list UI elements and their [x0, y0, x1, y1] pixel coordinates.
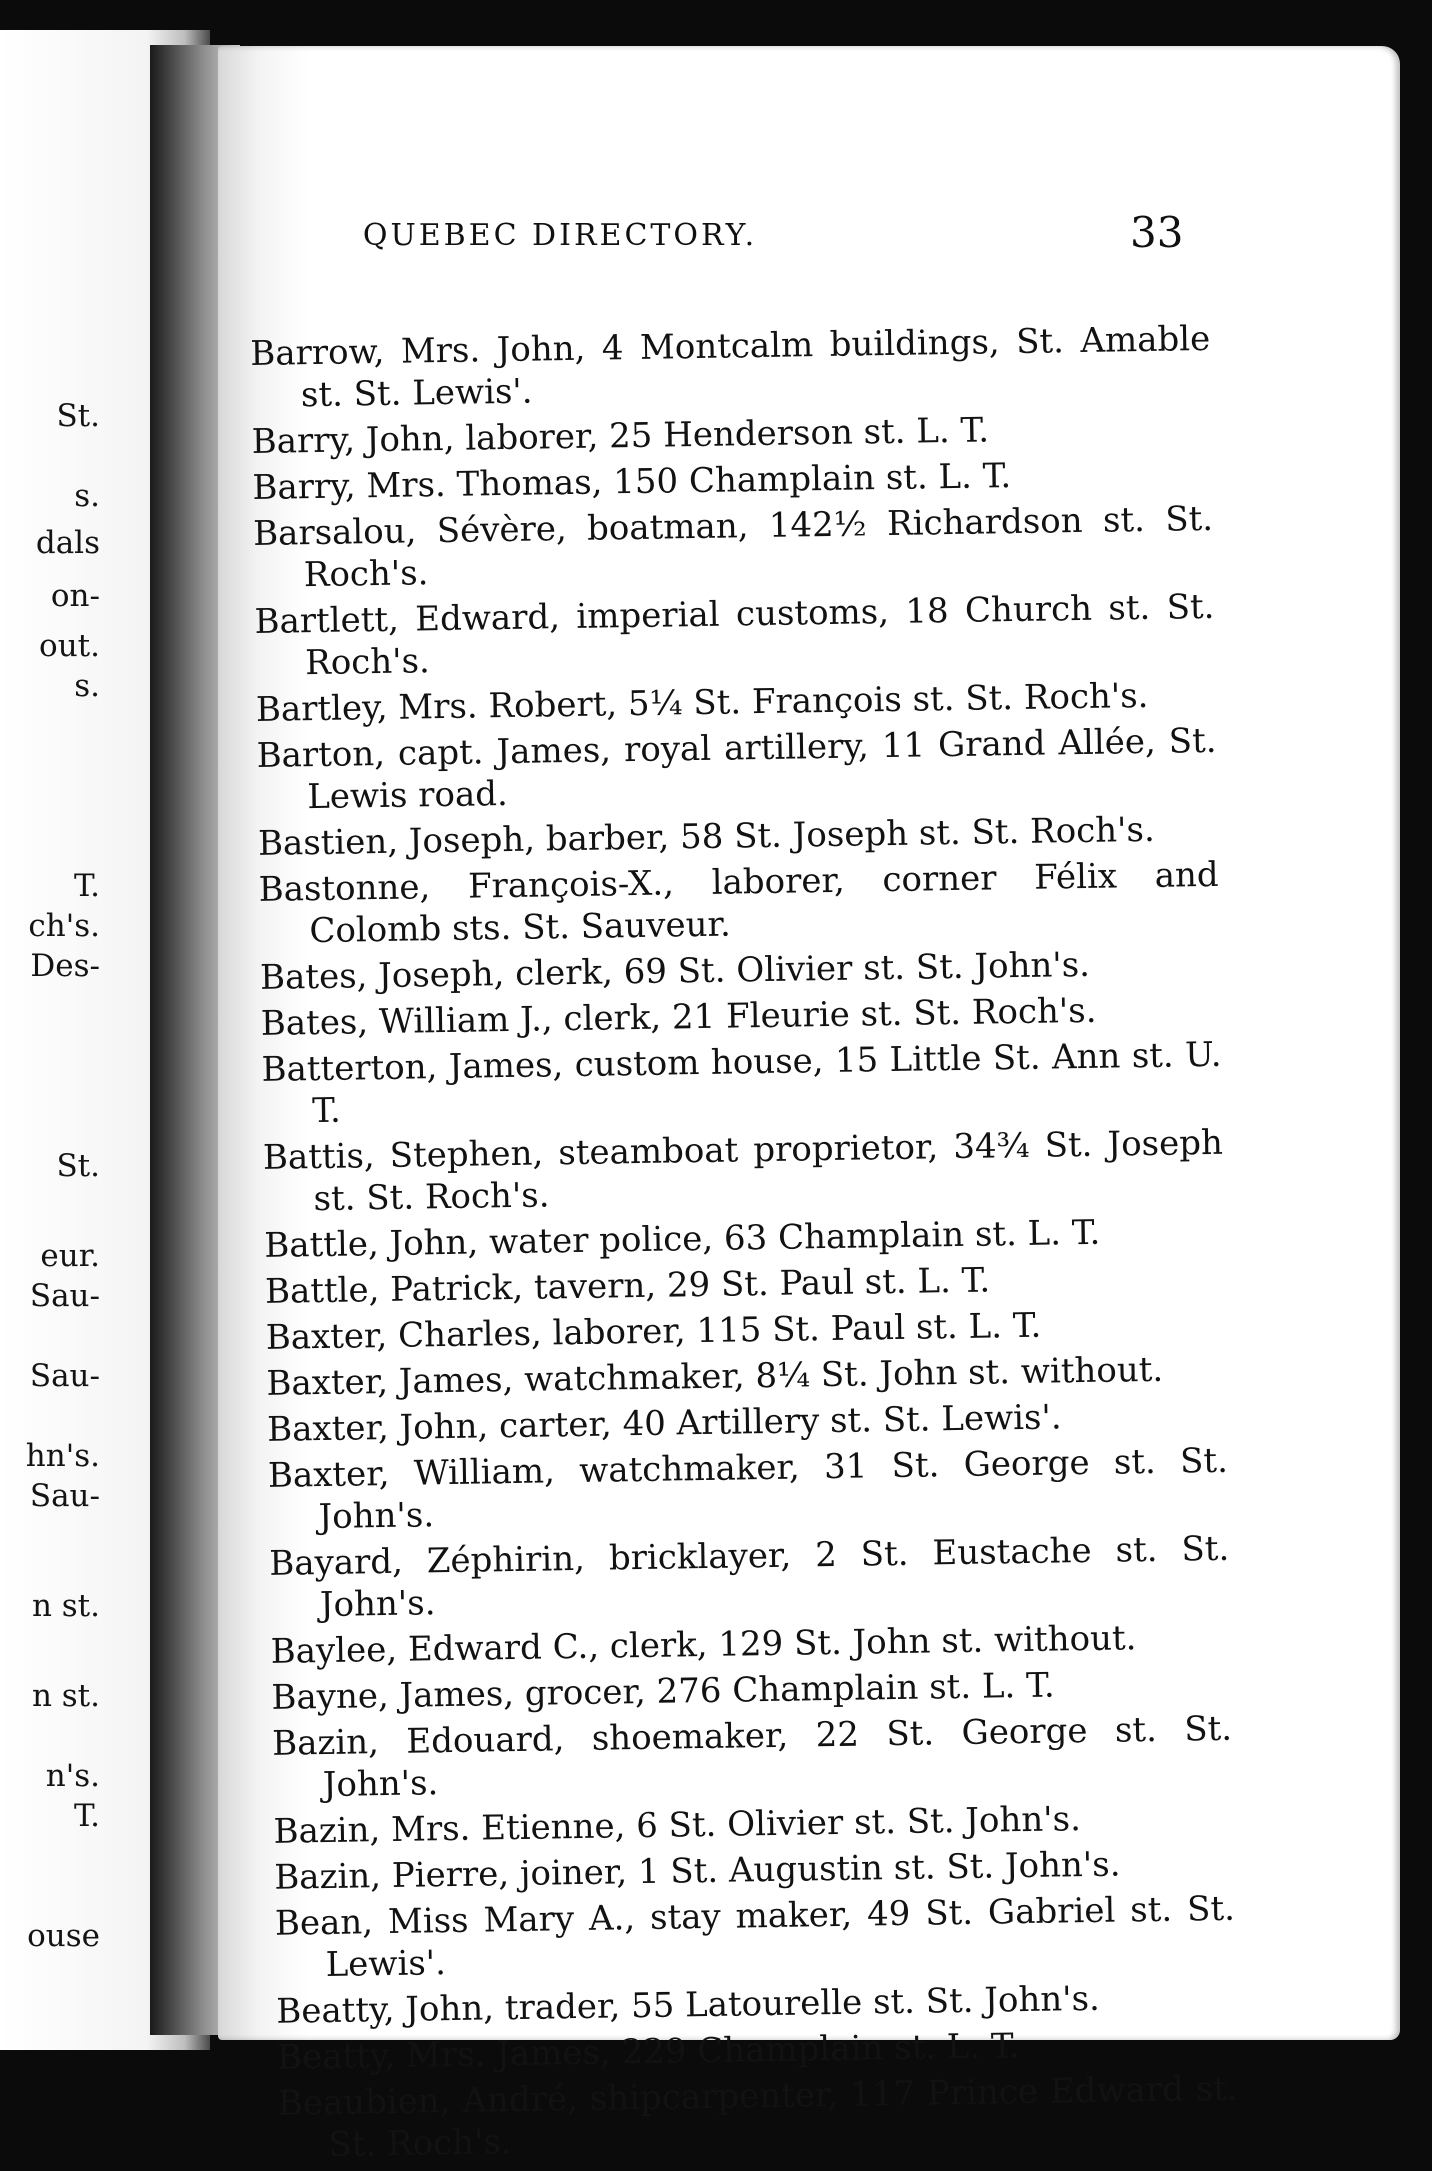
directory-entry: Bazin, Edouard, shoemaker, 22 St. George st. St. John's.	[271, 1708, 1233, 1806]
directory-entry: Bastonne, François-X., laborer, corner Félix and Colomb sts. St. Sauveur.	[258, 854, 1219, 952]
directory-entry: Baxter, James, watchmaker, 8¼ St. John st. without.	[266, 1349, 1164, 1404]
directory-entry: Batterton, James, custom house, 15 Little St. Ann st. U. T.	[261, 1034, 1222, 1132]
directory-entry: Barry, Mrs. Thomas, 150 Champlain st. L. T.	[252, 456, 1012, 508]
left-page-fragment: n's.	[45, 1758, 100, 1794]
directory-entries	[250, 318, 1239, 2171]
left-page-fragment: on-	[50, 578, 100, 614]
directory-entry: Bartley, Mrs. Robert, 5¼ St. François st. St. Roch's.	[255, 675, 1149, 730]
left-page-fragment: hn's.	[25, 1438, 100, 1474]
directory-entry: Battle, Patrick, tavern, 29 St. Paul st. L. T.	[264, 1260, 991, 1312]
directory-entry: Bastien, Joseph, barber, 58 St. Joseph st. St. Roch's.	[257, 809, 1156, 864]
directory-entry: Bates, William J., clerk, 21 Fleurie st. St. Roch's.	[260, 990, 1097, 1044]
left-page-fragment: out.	[39, 628, 100, 664]
directory-entry: Battis, Stephen, steamboat proprietor, 34¾ St. Joseph st. St. Roch's.	[262, 1122, 1224, 1220]
left-page-fragment: n st.	[31, 1678, 100, 1714]
directory-entry: Bayard, Zéphirin, bricklayer, 2 St. Eustache st. St. John's.	[269, 1528, 1230, 1626]
page-number: 33	[1130, 208, 1184, 257]
left-page-fragment: Sau-	[29, 1478, 100, 1514]
left-page-fragment: s.	[74, 668, 100, 704]
left-page-fragment: s.	[74, 478, 100, 514]
left-page-fragment: eur.	[40, 1238, 100, 1274]
directory-entry: Baylee, Edward C., clerk, 129 St. John st. without.	[270, 1618, 1137, 1672]
directory-entry: Bartlett, Edward, imperial customs, 18 Church st. St. Roch's.	[254, 586, 1215, 684]
directory-entry: Barrow, Mrs. John, 4 Montcalm buildings, St. Amable st. St. Lewis'.	[250, 318, 1211, 416]
left-page-fragment: T.	[74, 868, 100, 904]
left-page-fragment: St.	[56, 1148, 100, 1184]
directory-entry: Baxter, John, carter, 40 Artillery st. St. Lewis'.	[266, 1397, 1062, 1450]
left-page-fragment: ch's.	[28, 908, 100, 944]
left-page-fragment: T.	[74, 1798, 100, 1834]
left-page-fragment: dals	[35, 525, 100, 561]
left-page-fragment: Sau-	[29, 1278, 100, 1314]
directory-entry: Bean, Miss Mary A., stay maker, 49 St. Gabriel st. St. Lewis'.	[274, 1888, 1236, 1986]
left-page-fragment: Sau-	[29, 1358, 100, 1394]
left-page-fragment: n st.	[31, 1588, 100, 1624]
directory-entry: Battle, John, water police, 63 Champlain st. L. T.	[264, 1212, 1101, 1266]
left-page-fragment: ouse	[27, 1918, 100, 1954]
directory-entry: Baxter, Charles, laborer, 115 St. Paul st. L. T.	[265, 1305, 1042, 1358]
directory-entry: Barton, capt. James, royal artillery, 11 Grand Allée, St. Lewis road.	[256, 720, 1217, 818]
directory-entry: Bayne, James, grocer, 276 Champlain st. L. T.	[271, 1665, 1055, 1718]
left-page-fragment: St.	[56, 398, 100, 434]
directory-entry: Beatty, John, trader, 55 Latourelle st. St. John's.	[276, 1978, 1101, 2032]
directory-entry: Barsalou, Sévère, boatman, 142½ Richardson st. St. Roch's.	[252, 498, 1214, 596]
left-page-fragment: Des-	[30, 948, 100, 984]
directory-entry: Barry, John, laborer, 25 Henderson st. L. T.	[251, 410, 990, 462]
directory-entry: Bazin, Pierre, joiner, 1 St. Augustin st. St. John's.	[273, 1844, 1121, 1898]
directory-entry: Bazin, Mrs. Etienne, 6 St. Olivier st. St. John's.	[273, 1799, 1082, 1852]
page-header-title: QUEBEC DIRECTORY.	[362, 218, 758, 253]
directory-entry: Bates, Joseph, clerk, 69 St. Olivier st. St. John's.	[259, 944, 1091, 998]
directory-entry: Baxter, William, watchmaker, 31 St. George st. St. John's.	[267, 1440, 1229, 1538]
directory-entry: Beaubien, André, shipcarpenter, 117 Prince Edward st. St. Roch's.	[277, 2068, 1239, 2165]
directory-entry: Beatty, Mrs. James, 229 Champlain st. L. T.	[276, 2026, 1020, 2078]
